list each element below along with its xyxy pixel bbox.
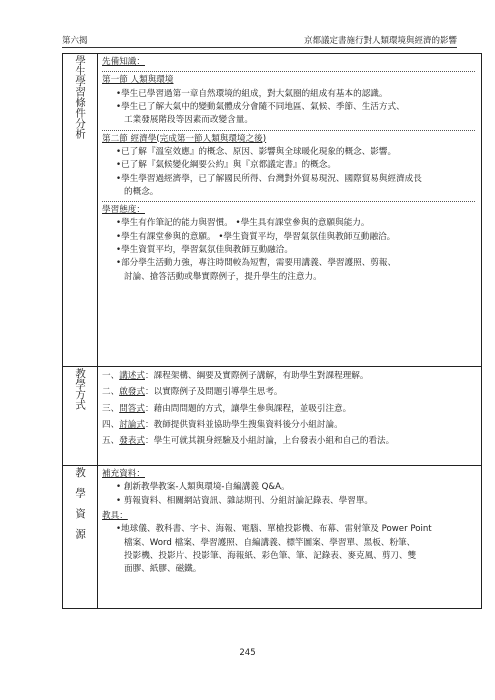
row-teaching-methods	[63, 367, 482, 466]
teaching-methods-content	[98, 367, 482, 466]
chapter-label: 第六揭	[62, 36, 88, 46]
lesson-plan-table	[62, 53, 482, 609]
attitude-item: •部分學生活動力強，專注時間較為短暫，需要用講義、學習護照、剪報、	[116, 258, 397, 269]
student-analysis-content	[98, 54, 482, 367]
unit1-item: •學生已了解大氣中的變動氣體成分會隨不同地區、氣候、季節、生活方式、	[116, 101, 405, 112]
supplement-title: 補充資料：	[102, 469, 145, 479]
tools-item: 檔案、Word 檔案、學習護照、自編講義、標竿圖案、學習單、黑板、粉筆、	[124, 537, 416, 548]
method-term: 發表式	[119, 436, 145, 447]
unit2-item: 的概念。	[124, 186, 159, 197]
attitude-item: •學生資質平均，學習氣氛佳與教師互動融洽。	[116, 245, 293, 256]
method-item: 一、講述式：課程架構、綱要及實際例子講解，有助學生對課程理解。	[102, 371, 369, 381]
unit1-title: 第一節 人類與環境	[102, 75, 174, 86]
attitude-item: 討論、搶答活動或舉實際例子，提升學生的注意力。	[124, 271, 322, 282]
unit2-title: 第二節 經濟學(完成第一節人類與環境之後)	[102, 133, 267, 144]
method-item: 五、發表式：學生可就其親身經驗及小組討論，上台發表小組和自己的看法。	[102, 436, 395, 447]
tools-item: 面膠、紙膠、磁鐵。	[124, 564, 202, 575]
tools-item: 投影機、投影片、投影筆、海報紙、彩色筆、筆、記錄表、麥克風、剪刀、雙	[124, 550, 417, 561]
unit2-item: •已了解『溫室效應』的概念、原因、影響與全球暖化現象的概念、影響。	[116, 146, 397, 157]
row-label: 教學方式	[74, 368, 87, 410]
method-item: 三、問答式：藉由問問題的方式，讓學生參與課程，並吸引注意。	[102, 403, 352, 414]
method-term: 問答式	[119, 403, 145, 414]
row-label: 教學資源	[74, 467, 87, 549]
row-label-cell	[63, 367, 98, 466]
divider	[102, 71, 475, 72]
row-label-cell	[63, 466, 98, 609]
row-student-analysis	[63, 54, 482, 367]
attitude-item: •學生有作筆記的能力與習慣。 •學生具有課堂參與的意願與能力。	[116, 218, 370, 229]
method-term: 啟發式	[119, 387, 145, 398]
method-term: 討論式	[119, 419, 145, 430]
unit1-item: 工業發展階段等因素而改變含量。	[124, 115, 253, 126]
page-header	[62, 34, 457, 48]
page-number: 245	[239, 648, 256, 658]
tools-item: •地球儀、教科書、字卡、海報、電腦、單槍投影機、布幕、雷射筆及 Power Point	[116, 524, 432, 535]
attitude-title: 學習態度：	[102, 205, 145, 216]
supplement-item: • 創新教學教案-人類與環境-自編講義 Q&A。	[116, 482, 290, 493]
method-term: 講述式	[119, 371, 145, 381]
tools-title: 教具：	[102, 510, 128, 521]
unit2-item: •學生學習過經濟學，已了解國民所得、台灣對外貿易現況、國際貿易與經濟成長	[116, 173, 422, 184]
prior-knowledge-title: 先備知識：	[102, 57, 145, 67]
attitude-item: •學生有課堂參與的意願。 •學生資質平均，學習氣氛佳與教師互動融洽。	[116, 231, 396, 242]
supplement-item: • 剪報資料、相關網站資訊、雜誌期刊、分組討論記錄表、學習單。	[116, 495, 374, 506]
row-teaching-resources	[63, 466, 482, 609]
divider	[102, 201, 475, 202]
running-title: 京都議定書施行對人類環境與經濟的影響	[303, 36, 457, 46]
method-item: 四、討論式：教師提供資料並協助學生搜集資料後分小組討論。	[102, 419, 343, 430]
header-rule	[62, 47, 457, 48]
unit1-item: •學生已學習過第一章自然環境的組成，對大氣圈的組成有基本的認識。	[116, 88, 388, 99]
teaching-resources-content	[98, 466, 482, 609]
row-label: 學生學習條件分析	[74, 55, 87, 139]
divider	[102, 130, 475, 131]
row-label-cell	[63, 54, 98, 367]
method-item: 二、啟發式：以實際例子及問題引導學生思考。	[102, 387, 283, 398]
unit2-item: •已了解『氣候變化綱要公約』與『京都議定書』的概念。	[116, 160, 336, 171]
